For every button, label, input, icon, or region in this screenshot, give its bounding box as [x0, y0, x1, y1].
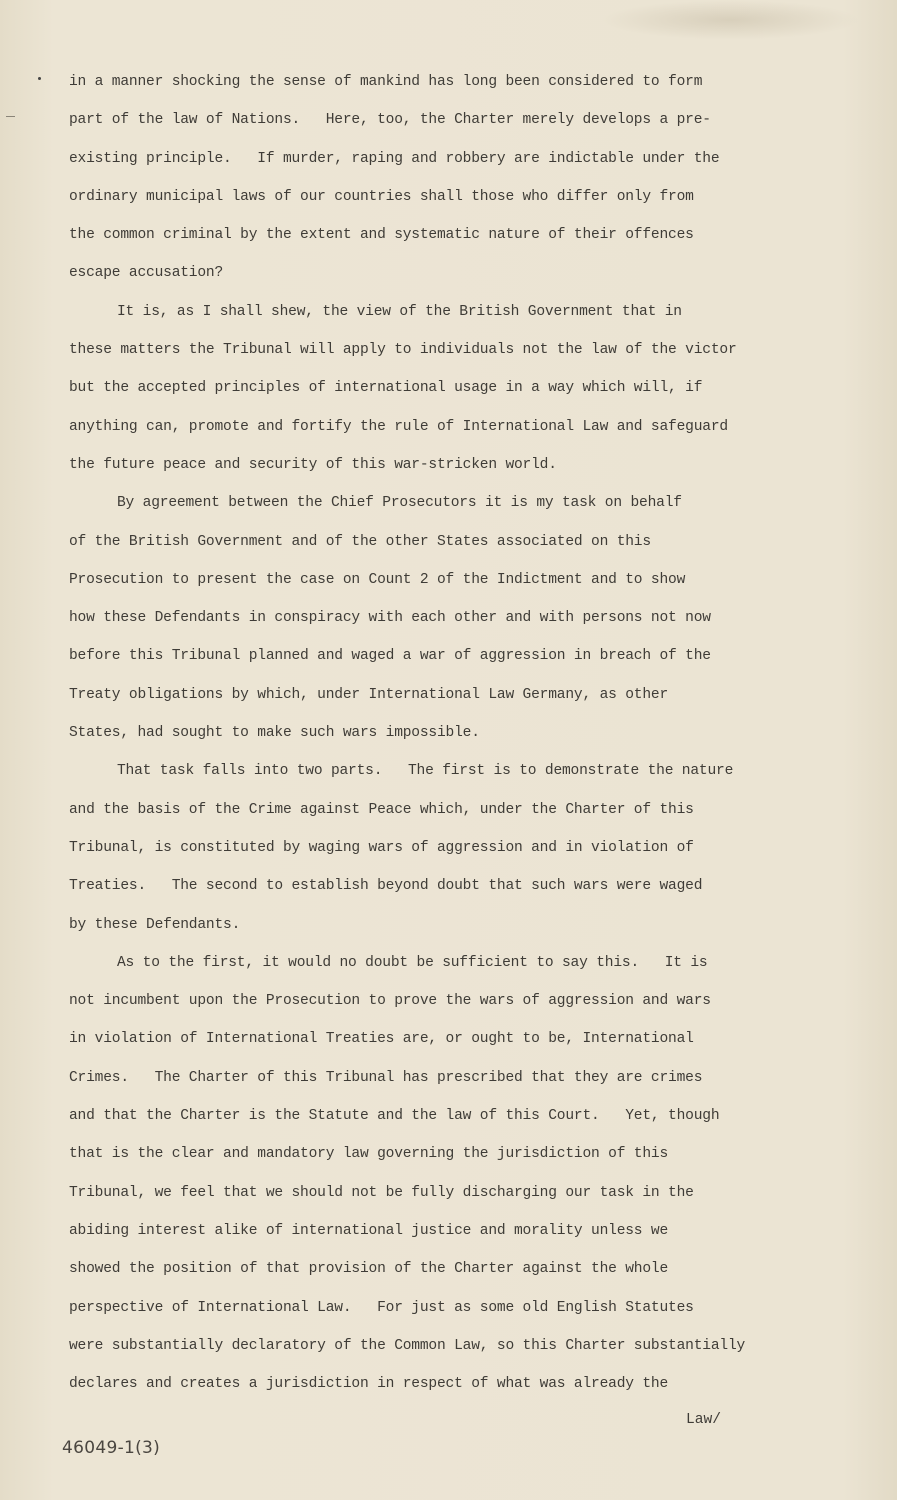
paper-stain	[600, 0, 860, 40]
text-line: abiding interest alike of international justice and morality unless we	[69, 1222, 669, 1239]
text-line: By agreement between the Chief Prosecutors it is my task on behalf	[117, 495, 682, 512]
text-line: declares and creates a jurisdiction in respect of what was already the	[69, 1376, 669, 1393]
text-line: before this Tribunal planned and waged a war of aggression in breach of the	[69, 648, 711, 665]
text-line: in violation of International Treaties are, or ought to be, International	[69, 1031, 694, 1048]
text-line: how these Defendants in conspiracy with each other and with persons not now	[69, 610, 711, 627]
text-line: were substantially declaratory of the Common Law, so this Charter substantially	[69, 1337, 746, 1354]
text-line: of the British Government and of the other States associated on this	[69, 533, 651, 550]
text-line: not incumbent upon the Prosecution to prove the wars of aggression and wars	[69, 993, 711, 1010]
text-line: existing principle. If murder, raping and robbery are indictable under the	[69, 150, 720, 167]
catchword: Law/	[686, 1412, 722, 1428]
text-line: Tribunal, is constituted by waging wars of aggression and in violation of	[69, 839, 694, 856]
text-line: these matters the Tribunal will apply to individuals not the law of the victor	[69, 342, 737, 359]
text-line: that is the clear and mandatory law governing the jurisdiction of this	[69, 1146, 669, 1163]
text-line: in a manner shocking the sense of mankind has long been considered to form	[69, 74, 703, 90]
margin-dot	[38, 77, 41, 80]
text-line: Tribunal, we feel that we should not be fully discharging our task in the	[69, 1184, 694, 1201]
text-line: As to the first, it would no doubt be sufficient to say this. It is	[117, 954, 708, 971]
text-line: States, had sought to make such wars impossible.	[69, 725, 480, 742]
text-line: Prosecution to present the case on Count 2 of the Indictment and to show	[69, 571, 686, 588]
text-line: Treaties. The second to establish beyond doubt that such wars were waged	[69, 878, 703, 895]
text-line: showed the position of that provision of the Charter against the whole	[69, 1261, 669, 1278]
text-line: the future peace and security of this war-stricken world.	[69, 456, 557, 473]
text-line: but the accepted principles of international usage in a way which will, if	[69, 380, 703, 397]
typed-body-text	[69, 67, 839, 1407]
text-line: escape accusation?	[69, 265, 224, 282]
margin-tick-mark	[6, 116, 15, 117]
text-line: That task falls into two parts. The first is to demonstrate the nature	[117, 763, 734, 780]
text-line: part of the law of Nations. Here, too, the Charter merely develops a pre-	[69, 112, 711, 129]
text-line: by these Defendants.	[69, 916, 241, 933]
text-line: anything can, promote and fortify the rule of International Law and safeguard	[69, 418, 728, 435]
text-line: perspective of International Law. For just as some old English Statutes	[69, 1299, 694, 1316]
text-line: It is, as I shall shew, the view of the British Government that in	[117, 303, 682, 320]
text-line: the common criminal by the extent and systematic nature of their offences	[69, 227, 694, 244]
handwritten-reference-number: 46049-1(3)	[62, 1438, 161, 1458]
text-line: Crimes. The Charter of this Tribunal has prescribed that they are crimes	[69, 1069, 703, 1086]
text-line: and that the Charter is the Statute and the law of this Court. Yet, though	[69, 1108, 720, 1125]
text-line: ordinary municipal laws of our countries shall those who differ only from	[69, 188, 694, 205]
text-line: Treaty obligations by which, under International Law Germany, as other	[69, 686, 669, 703]
text-line: and the basis of the Crime against Peace which, under the Charter of this	[69, 801, 694, 818]
